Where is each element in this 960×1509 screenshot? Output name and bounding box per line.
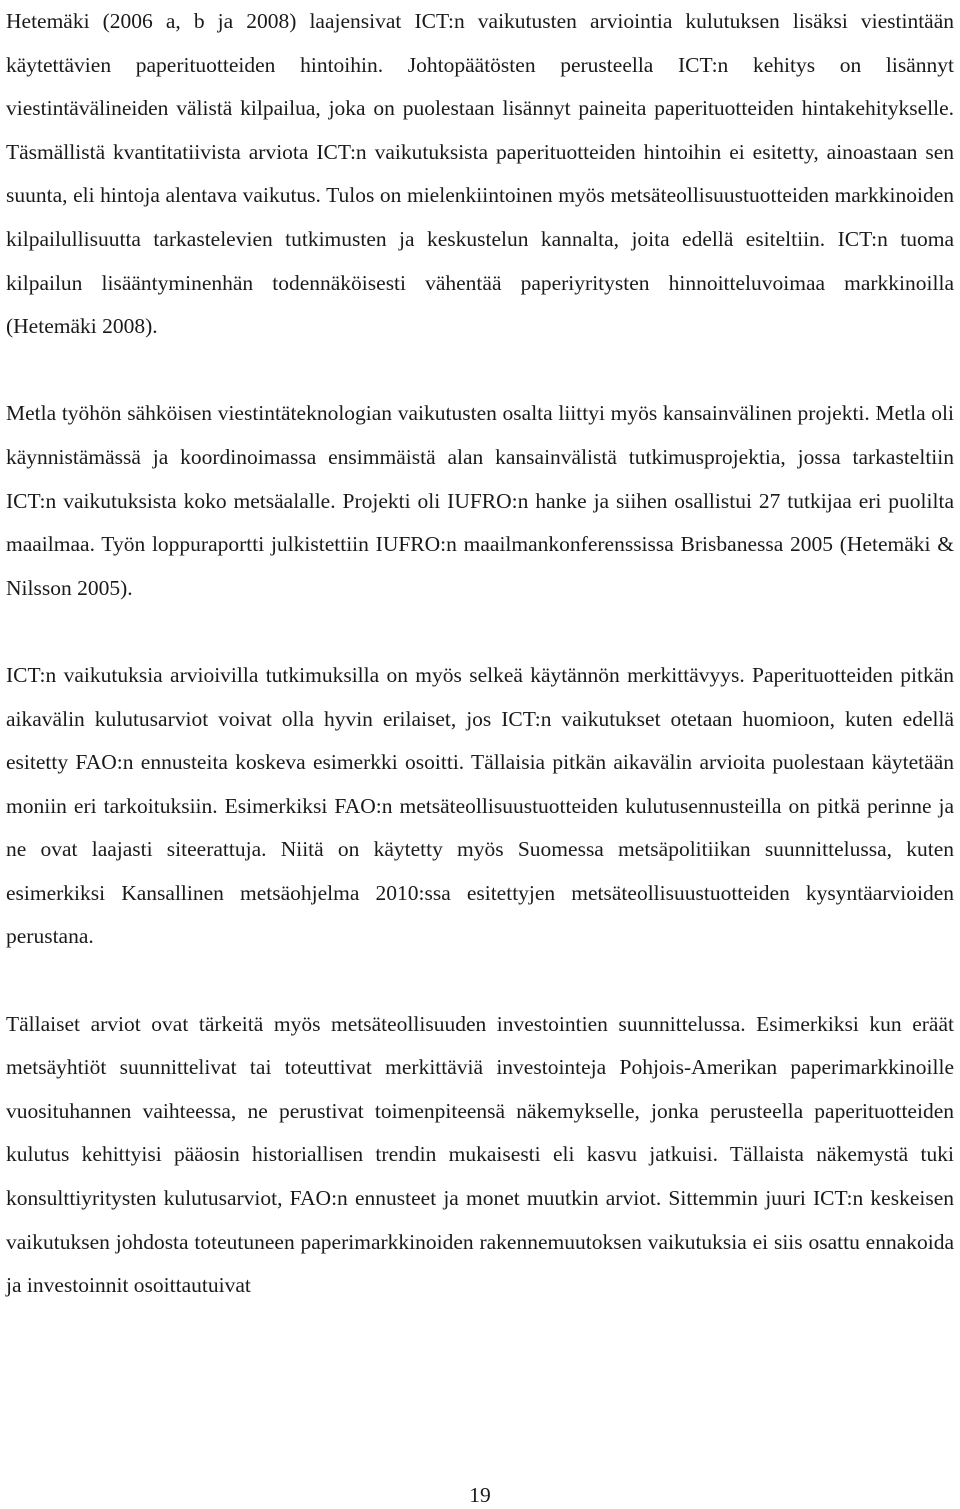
paragraph-practical-significance: ICT:n vaikutuksia arvioivilla tutkimuksilla on myös selkeä käytännön merkittävyys. Paperituotteiden pitkän aikavälin kulutusarviot voivat olla hyvin erilaiset, jos ICT:n vaikutukset otetaan huomioon, kuten edellä esitetty FAO:n ennusteita koskeva esimerkki osoitti. Tällaisia pitkän aikavälin arvioita puolestaan käytetään moniin eri tarkoituksiin. Esimerkiksi FAO:n metsäteollisuustuotteiden kulutusennusteilla on pitkä perinne ja ne ovat laajasti siteerattuja. Niitä on käytetty myös Suomessa metsäpolitiikan suunnittelussa, kuten esimerkiksi Kansallinen metsäohjelma 2010:ssa esitettyjen metsäteollisuustuotteiden kysyntäarvioiden perustana. xyxy=(6,662,954,949)
paragraph-iufro-project: Metla työhön sähköisen viestintäteknologian vaikutusten osalta liittyi myös kansainvälinen projekti. Metla oli käynnistämässä ja koordinoimassa ensimmäistä alan kansainvälistä tutkimusprojektia, jossa tarkasteltiin ICT:n vaikutuksista koko metsäalalle. Projekti oli IUFRO:n hanke ja siihen osallistui 27 tutkijaa eri puolilta maailmaa. Työn loppuraportti julkistettiin IUFRO:n maailmankonferenssissa Brisbanessa 2005 (Hetemäki & Nilsson 2005). xyxy=(6,401,954,600)
paragraph-investment-planning: Tällaiset arviot ovat tärkeitä myös metsäteollisuuden investointien suunnittelussa. Esimerkiksi kun eräät metsäyhtiöt suunnittelivat tai toteuttivat merkittäviä investointeja Pohjois-Amerikan paperimarkkinoille vuosituhannen vaihteessa, ne perustivat toimenpiteensä näkemykselle, jonka perusteella paperituotteiden kulutus kehittyisi pääosin historiallisen trendin mukaisesti eli kasvu jatkuisi. Tällaista näkemystä tuki konsulttiyritysten kulutusarviot, FAO:n ennusteet ja monet muutkin arviot. Sittemmin juuri ICT:n keskeisen vaikutuksen johdosta toteutuneen paperimarkkinoiden rakennemuutoksen vaikutuksia ei siis osattu ennakoida ja investoinnit osoittautuivat xyxy=(6,1011,954,1298)
document-page xyxy=(6,0,954,1308)
page-number: 19 xyxy=(469,1483,491,1507)
paragraph-hetemaki-prices: Hetemäki (2006 a, b ja 2008) laajensivat ICT:n vaikutusten arviointia kulutuksen lisäksi viestintään käytettävien paperituotteiden hintoihin. Johtopäätösten perusteella ICT:n kehitys on lisännyt viestintävälineiden välistä kilpailua, joka on puolestaan lisännyt paineita paperituotteiden hintakehitykselle. Täsmällistä kvantitatiivista arviota ICT:n vaikutuksista paperituotteiden hintoihin ei esitetty, ainoastaan sen suunta, eli hintoja alentava vaikutus. Tulos on mielenkiintoinen myös metsäteollisuustuotteiden markkinoiden kilpailullisuutta tarkastelevien tutkimusten ja keskustelun kannalta, joita edellä esiteltiin. ICT:n tuoma kilpailun lisääntyminenhän todennäköisesti vähentää paperiyritysten hinnoitteluvoimaa markkinoilla (Hetemäki 2008). xyxy=(6,9,954,339)
